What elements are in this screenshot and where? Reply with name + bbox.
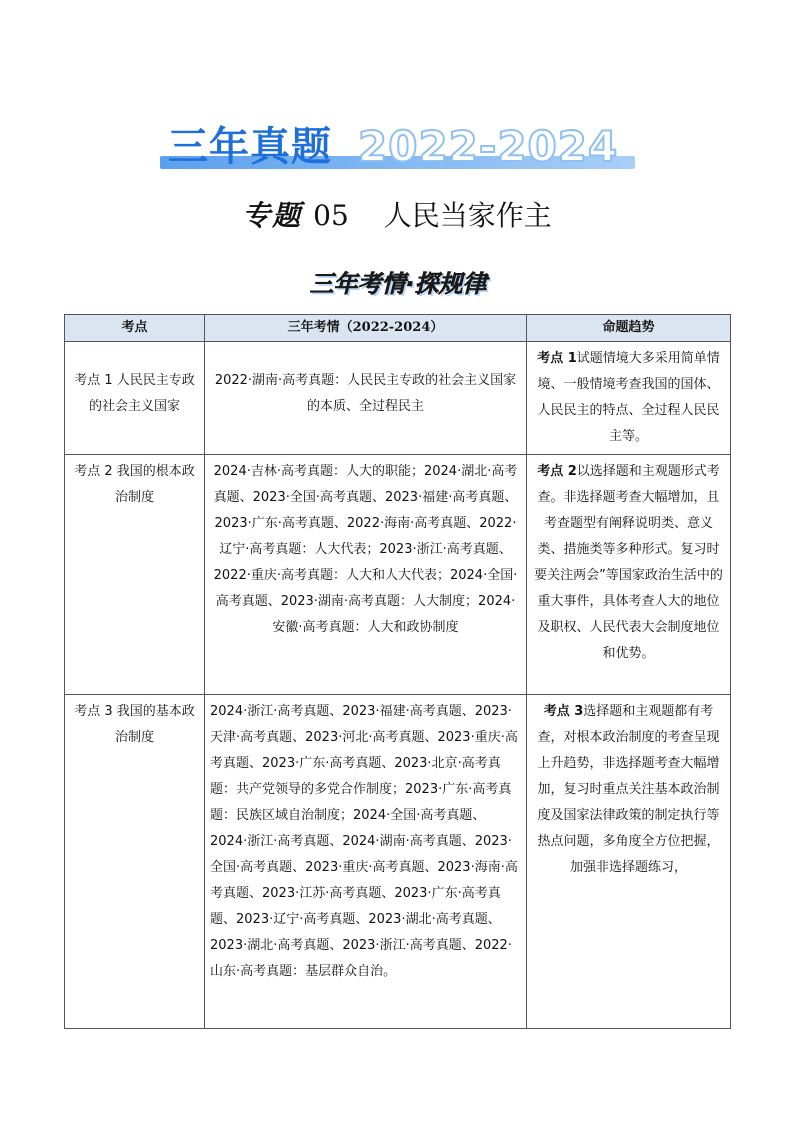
title-prefix: 专题: [242, 199, 303, 232]
row-trend: [527, 455, 731, 695]
row-point: 考点 3 我国的基本政治制度: [65, 695, 205, 1029]
banner-title-text: 三年真题: [168, 124, 332, 170]
table-row: [65, 695, 731, 1029]
row-trend: [527, 695, 731, 1029]
table-header-row: [65, 315, 731, 342]
row-situation: 2024·吉林·高考真题：人大的职能；2024·湖北·高考真题、2023·全国·高考真题、2023·福建·高考真题、2023·广东·高考真题、2022·海南·高考真题、2022·辽宁·高考真题：人大代表；2023·浙江·高考真题、2022·重庆·高考真题：人大和人大代表；2024·全国·高考真题、2023·湖南·高考真题：人大制度；2024·安徽·高考真题：人大和政协制度: [205, 455, 527, 695]
header-banner: [160, 124, 635, 174]
table-row: [65, 342, 731, 455]
title-number: 05: [313, 199, 349, 232]
trend-label: 考点 2: [537, 464, 577, 479]
row-trend: [527, 342, 731, 455]
header-situation: 三年考情（2022-2024）: [205, 315, 527, 342]
trend-text: 以选择题和主观题形式考查。非选择题考查大幅增加，且考查题型有阐释说明类、意义类、措施类等多种形式。复习时要关注两会”等国家政治生活中的重大事件，具体考查人大的地位及职权、人民代表大会制度地位和优势。: [534, 464, 723, 661]
row-situation: 2024·浙江·高考真题、2023·福建·高考真题、2023·天津·高考真题、2023·河北·高考真题、2023·重庆·高考真题、2023·广东·高考真题、2023·北京·高考真题：共产党领导的多党合作制度；2023·广东·高考真题：民族区域自治制度；2024·全国·高考真题、2024·浙江·高考真题、2024·湖南·高考真题、2023·全国·高考真题、2023·重庆·高考真题、2023·海南·高考真题、2023·江苏·高考真题、2023·广东·高考真题、2023·辽宁·高考真题、2023·湖北·高考真题、2023·湖北·高考真题、2023·浙江·高考真题、2022·山东·高考真题：基层群众自治。: [205, 695, 527, 1029]
title-name: 人民当家作主: [383, 199, 552, 232]
row-point: 考点 2 我国的根本政治制度: [65, 455, 205, 695]
header-point: 考点: [65, 315, 205, 342]
banner-years-text: 2022-2024: [358, 122, 619, 171]
subtitle-badge: [276, 266, 520, 302]
trend-text: 试题情境大多采用简单情境、一般情境考查我国的国体、人民民主的特点、全过程人民民主等。: [537, 351, 720, 444]
trend-text: 选择题和主观题都有考查，对根本政治制度的考查呈现上升趋势，非选择题考查大幅增加，复习时重点关注基本政治制度及国家法律政策的制定执行等热点问题，多角度全方位把握，加强非选择题练习，: [537, 704, 720, 875]
trend-label: 考点 1: [537, 351, 577, 366]
row-point: 考点 1 人民民主专政的社会主义国家: [65, 342, 205, 455]
trend-label: 考点 3: [543, 704, 584, 719]
document-title: [0, 196, 794, 236]
subtitle-text: 三年考情·探规律: [309, 270, 487, 298]
exam-analysis-table: [64, 314, 731, 1029]
header-trend: 命题趋势: [527, 315, 731, 342]
row-situation: 2022·湖南·高考真题：人民民主专政的社会主义国家的本质、全过程民主: [205, 342, 527, 455]
table-row: [65, 455, 731, 695]
